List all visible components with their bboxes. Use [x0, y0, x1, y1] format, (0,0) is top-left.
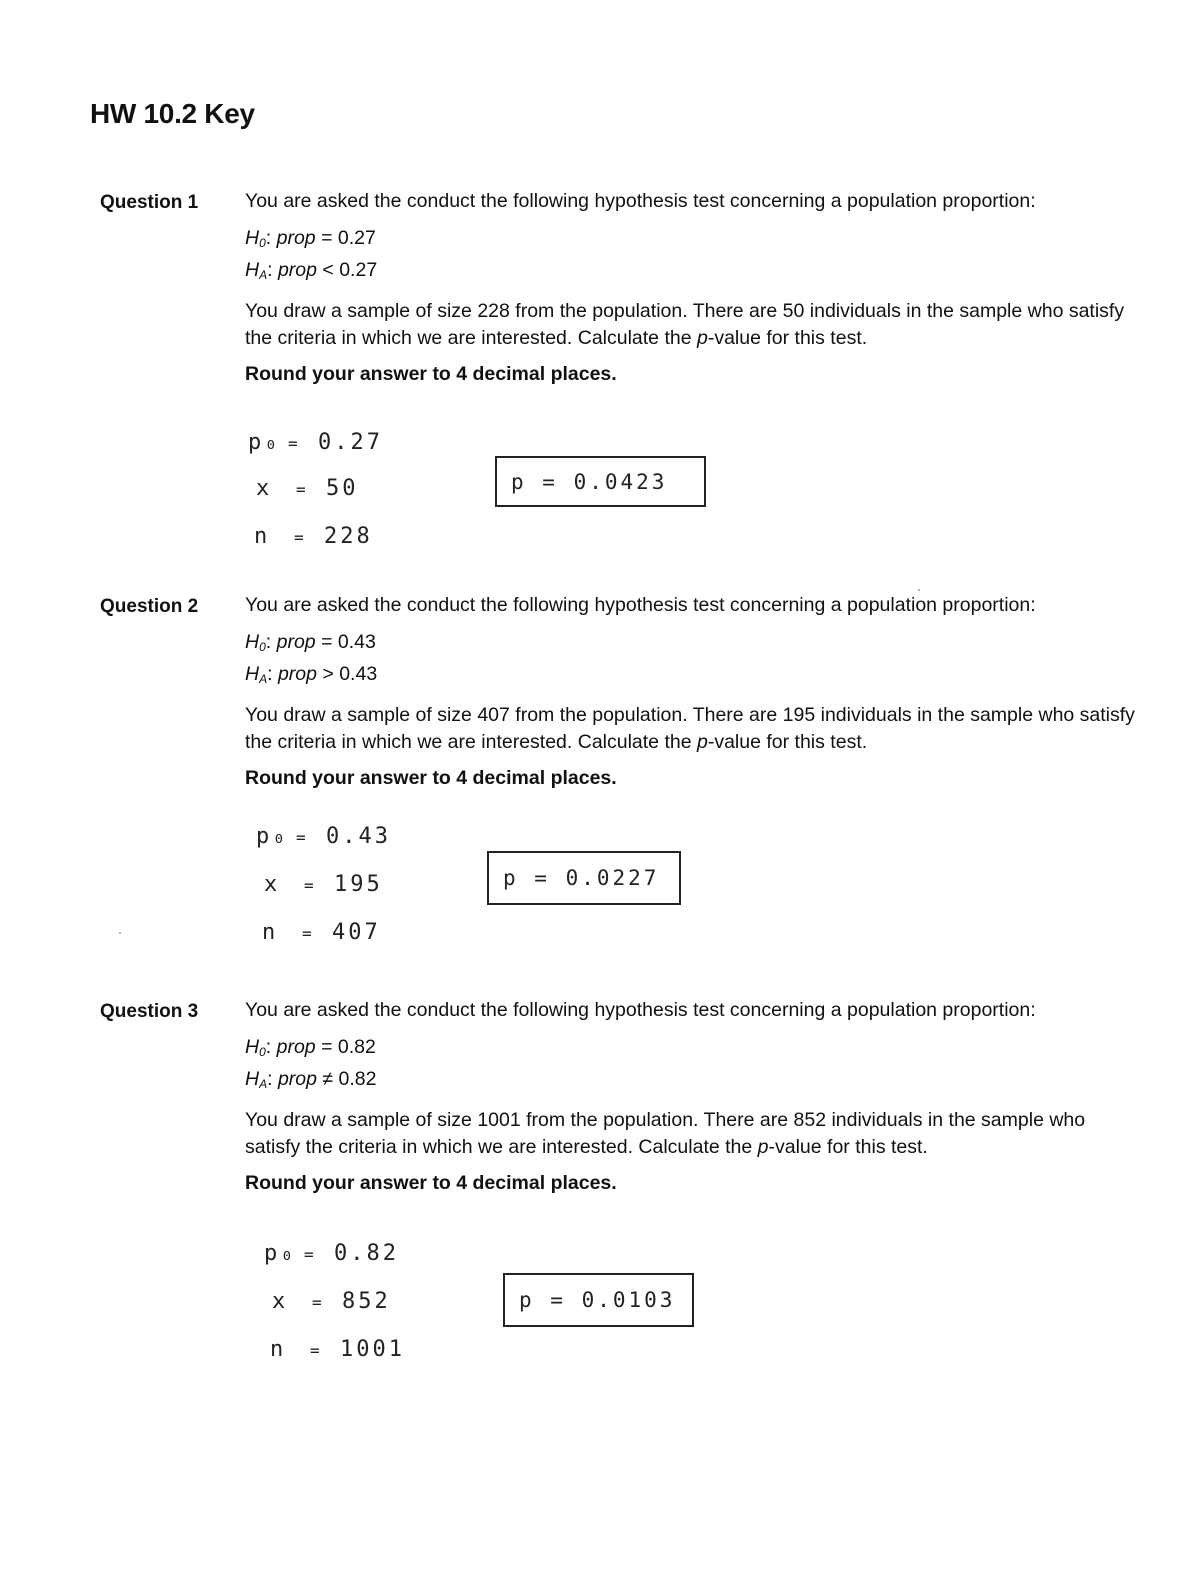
scan-speck [918, 589, 920, 591]
question-label: Question 1 [100, 192, 199, 213]
question-body [245, 997, 1145, 1197]
work-x: x = 195 [264, 872, 383, 897]
null-hypothesis: $H_0$: prop = 0.27 [245, 227, 376, 250]
question-body [245, 188, 1145, 388]
question-label: Question 3 [100, 1001, 199, 1022]
null-hypothesis: $H_0$: prop = 0.82 [245, 1036, 376, 1059]
rounding-instruction: Round your answer to 4 decimal places. [245, 1172, 617, 1194]
question-intro: You are asked the conduct the following hypothesis test concerning a population proportion: [245, 999, 1036, 1021]
work-n: n = 1001 [270, 1337, 405, 1362]
page-title: HW 10.2 Key [90, 98, 255, 129]
sample-description: You draw a sample of size 407 from the population. There are 195 individuals in the sample who satisfy the criteria in which we are interested. Calculate the p-value for this test. [245, 704, 1135, 753]
alternative-hypothesis: $H_A$: prop < 0.27 [245, 259, 378, 282]
question-intro: You are asked the conduct the following hypothesis test concerning a population proportion: [245, 190, 1036, 212]
null-hypothesis: $H_0$: prop = 0.43 [245, 631, 376, 654]
hypotheses [245, 1034, 1145, 1098]
answer-box: p = 0.0103 [503, 1273, 694, 1327]
work-p0: p₀ = 0.27 [248, 430, 383, 455]
scan-speck [119, 932, 121, 934]
rounding-instruction: Round your answer to 4 decimal places. [245, 363, 617, 385]
work-n: n = 407 [262, 920, 381, 945]
rounding-instruction: Round your answer to 4 decimal places. [245, 767, 617, 789]
answer-box: p = 0.0423 [495, 456, 706, 507]
hypotheses [245, 225, 1145, 289]
sample-description: You draw a sample of size 228 from the population. There are 50 individuals in the sample who satisfy the criteria in which we are interested. Calculate the p-value for this test. [245, 300, 1125, 349]
hypotheses [245, 629, 1145, 693]
work-x: x = 50 [256, 476, 359, 501]
work-x: x = 852 [272, 1289, 391, 1314]
question-label: Question 2 [100, 596, 199, 617]
question-body [245, 592, 1145, 792]
alternative-hypothesis: $H_A$: prop ≠ 0.82 [245, 1068, 377, 1091]
work-n: n = 228 [254, 524, 373, 549]
work-p0: p₀ = 0.82 [264, 1241, 399, 1266]
alternative-hypothesis: $H_A$: prop > 0.43 [245, 663, 378, 686]
work-p0: p₀ = 0.43 [256, 824, 391, 849]
question-intro: You are asked the conduct the following hypothesis test concerning a population proportion: [245, 594, 1036, 616]
answer-box: p = 0.0227 [487, 851, 681, 905]
sample-description: You draw a sample of size 1001 from the population. There are 852 individuals in the sample who satisfy the criteria in which we are interested. Calculate the p-value for this test. [245, 1109, 1086, 1158]
